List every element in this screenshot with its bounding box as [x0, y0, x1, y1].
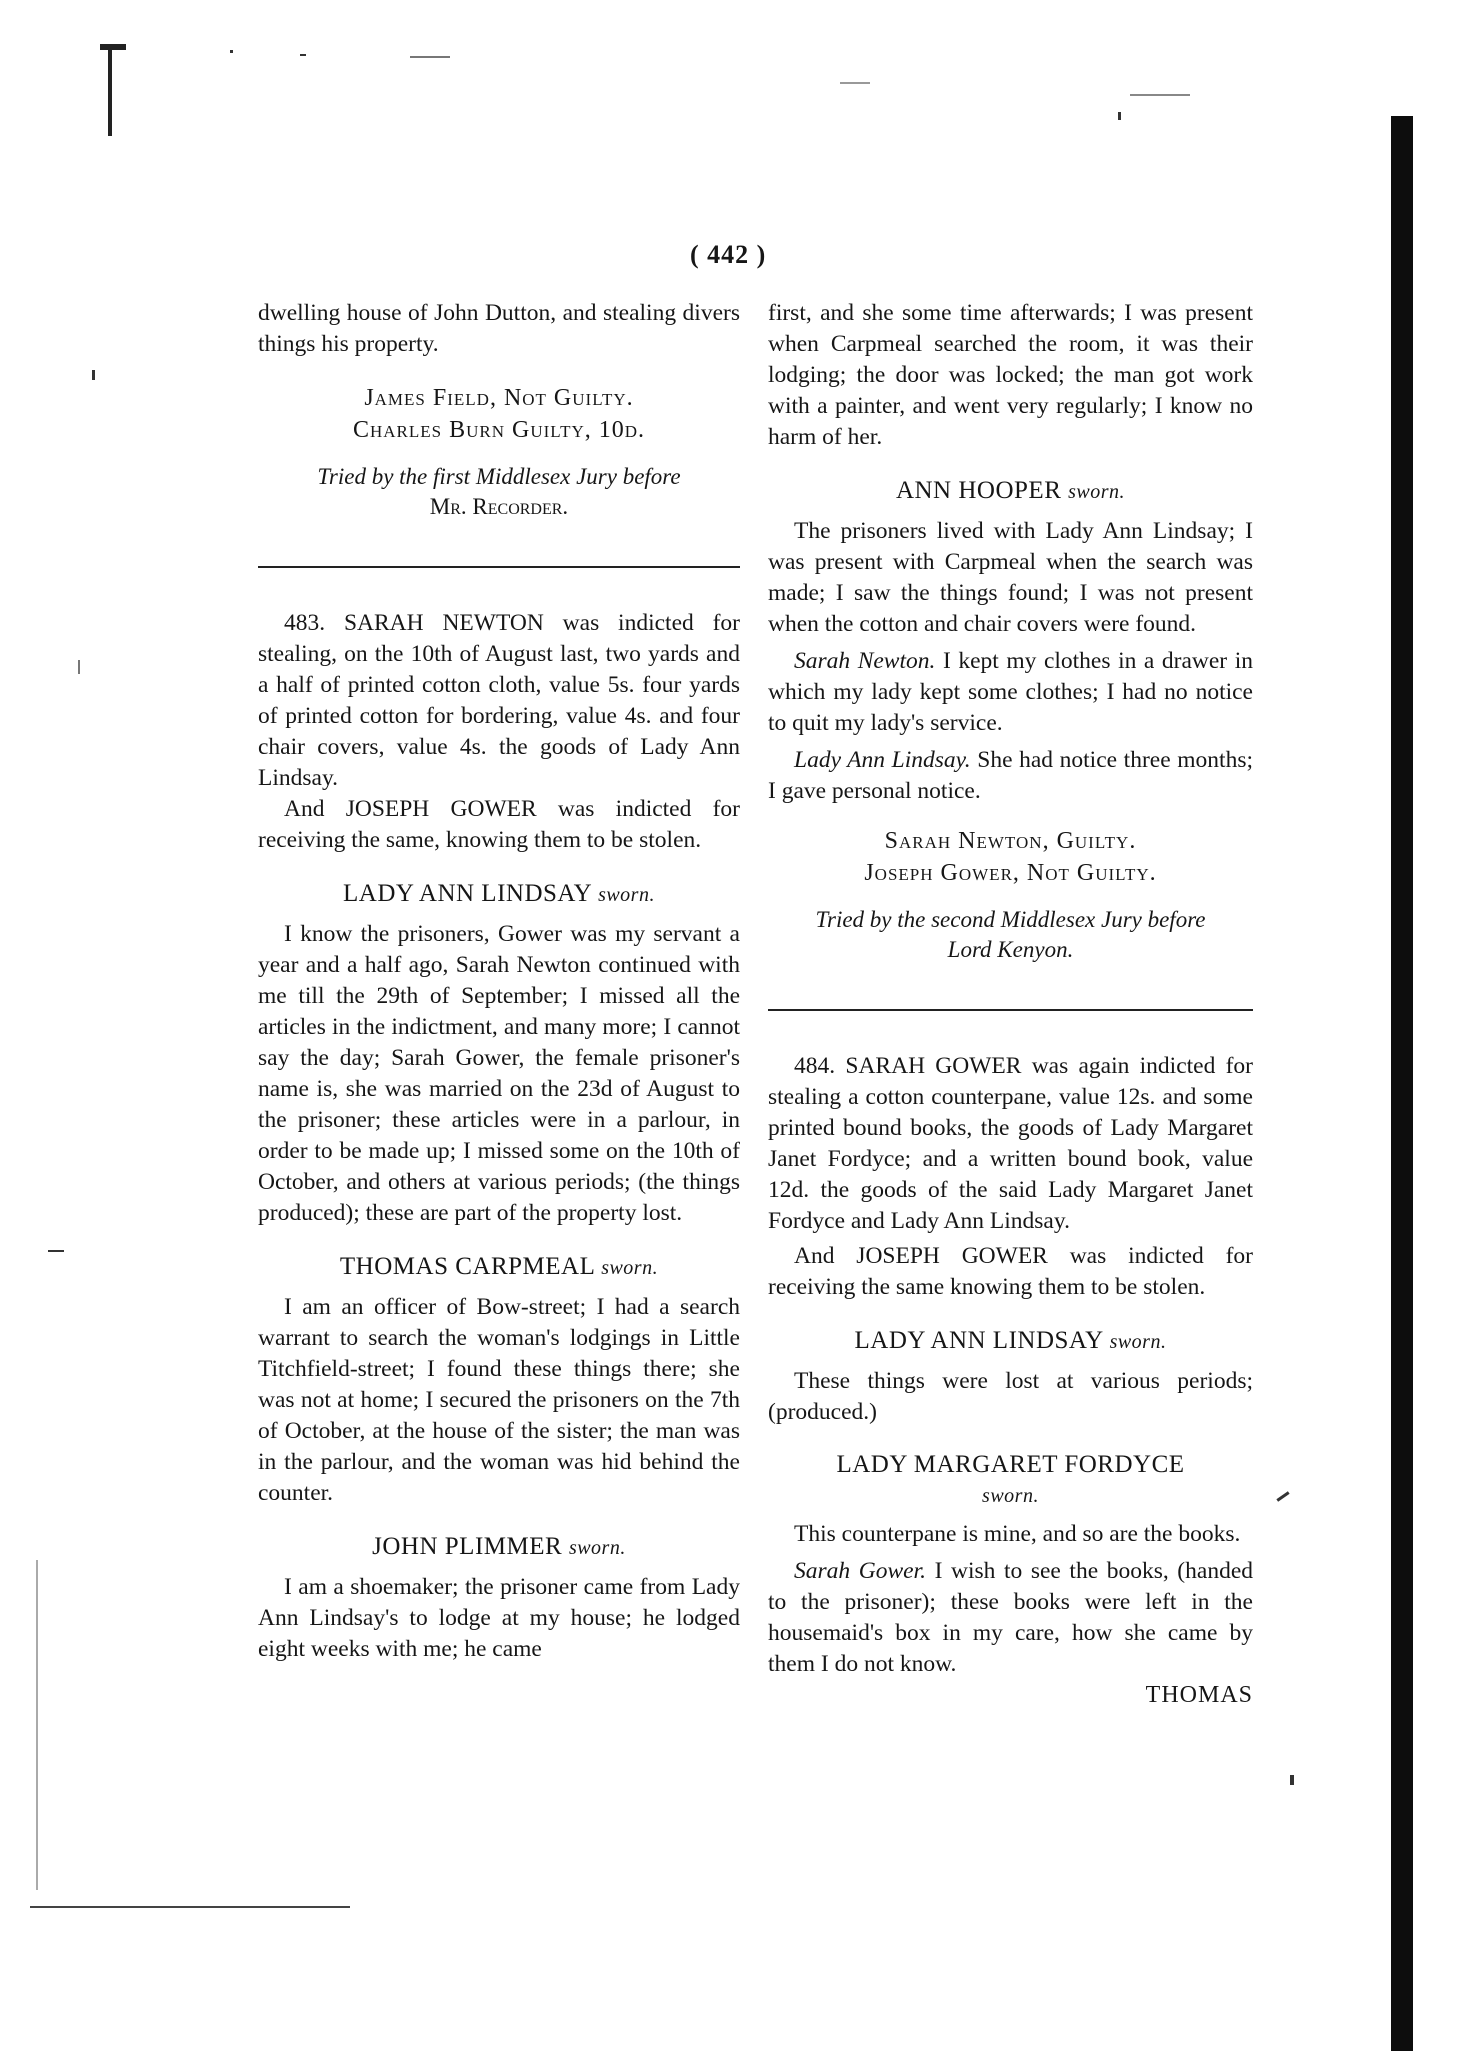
trial-line: Tried by the second Middlesex Jury before — [815, 907, 1206, 932]
trial-line: Tried by the first Middlesex Jury before — [317, 464, 681, 489]
testimony-text: This counterpane is mine, and so are the books. — [794, 1521, 1241, 1547]
verdict-line: Joseph Gower, Not Guilty. — [864, 860, 1157, 886]
witness-heading — [768, 475, 1253, 508]
scan-speck — [36, 1560, 38, 1890]
catchword: THOMAS — [1145, 1682, 1253, 1708]
trial-line: Lord Kenyon. — [947, 937, 1074, 962]
statement-speaker: Sarah Newton. — [794, 648, 936, 674]
indictment-text: And JOSEPH GOWER was indicted for receiving the same, knowing them to be stolen. — [258, 796, 740, 853]
witness-name: LADY ANN LINDSAY — [343, 880, 592, 907]
sworn-label: sworn. — [1109, 1331, 1167, 1353]
scan-speck — [1118, 112, 1121, 120]
section-divider — [768, 1009, 1253, 1011]
scan-speck — [92, 370, 95, 380]
witness-heading — [258, 878, 740, 911]
trial-note — [258, 462, 740, 522]
scan-speck — [1290, 1775, 1294, 1785]
section-divider — [258, 566, 740, 568]
sworn-label: sworn. — [598, 884, 655, 906]
scan-edge-mark — [100, 44, 126, 50]
witness-name: LADY MARGARET FORDYCE — [836, 1451, 1185, 1478]
verdict-line: James Field, Not Guilty. — [364, 385, 634, 411]
page-number: ( 442 ) — [690, 240, 767, 269]
witness-name: JOHN PLIMMER — [372, 1533, 563, 1560]
sworn-label: sworn. — [982, 1485, 1039, 1507]
right-column — [768, 298, 1253, 1711]
indictment-text: 484. SARAH GOWER was again indicted for stealing a cotton counterpane, value 12s. and some printed bound books, the goods of Lady Margaret Janet Fordyce; and a written bound book, value 12d. the goods of the said Lady Margaret Janet Fordyce and Lady Ann Lindsay. — [768, 1053, 1253, 1234]
witness-name: THOMAS CARPMEAL — [339, 1253, 595, 1280]
continuation-text: dwelling house of John Dutton, and stealing divers things his property. — [258, 300, 740, 357]
scan-speck — [48, 1250, 64, 1252]
statement-body: I kept my clothes in a drawer in which my lady kept some clothes; I had no notice to quit my lady's service. — [768, 648, 1253, 736]
statement-speaker: Sarah Gower. — [794, 1558, 926, 1584]
scan-speck — [230, 50, 233, 53]
statement-body: I wish to see the books, (handed to the prisoner); these books were left in the housemaid's box in my care, how she came by them I do not know. — [768, 1558, 1253, 1677]
trial-note — [768, 905, 1253, 965]
scan-edge-mark — [108, 46, 112, 136]
testimony-text: I know the prisoners, Gower was my servant a year and a half ago, Sarah Newton continued with me till the 29th of September; I missed all the articles in the indictment, and many more; I cannot say the day; Sarah Gower, the female prisoner's name is, she was married on the 23d of August to the prisoner; these articles were in a parlour, in order to be made up; I missed some on the 10th of October, and others at various periods; (the things produced); these are part of the property lost. — [258, 921, 740, 1226]
sworn-label: sworn. — [1068, 481, 1126, 503]
witness-heading — [258, 1531, 740, 1564]
sworn-label: sworn. — [601, 1257, 659, 1279]
indictment-text: And JOSEPH GOWER was indicted for receiving the same knowing them to be stolen. — [768, 1243, 1253, 1300]
witness-heading — [258, 1251, 740, 1284]
testimony-text: I am an officer of Bow-street; I had a search warrant to search the woman's lodgings in Little Titchfield-street; I found these things there; she was not at home; I secured the prisoners on the 7th of October, at the house of the sister; the man was in the parlour, and the woman was hid behind the counter. — [258, 1294, 740, 1506]
witness-heading — [768, 1450, 1253, 1511]
scan-speck — [78, 660, 80, 674]
statement-text — [768, 646, 1253, 739]
indictment-text: 483. SARAH NEWTON was indicted for stealing, on the 10th of August last, two yards and a half of printed cotton cloth, value 5s. four yards of printed cotton for bordering, value 4s. and four chair covers, value 4s. the goods of Lady Ann Lindsay. — [258, 610, 740, 791]
testimony-text: The prisoners lived with Lady Ann Lindsay; I was present with Carpmeal when the search was made; I saw the things found; I was not present when the cotton and chair covers were found. — [768, 518, 1253, 637]
scan-speck — [1276, 1491, 1289, 1501]
scan-binding-shadow — [1391, 116, 1413, 2051]
trial-line: Mr. Recorder. — [429, 494, 569, 519]
scan-speck — [30, 1906, 350, 1908]
scan-speck — [1130, 94, 1190, 96]
testimony-text: These things were lost at various periods; (produced.) — [768, 1368, 1253, 1425]
verdict-line: Charles Burn Guilty, 10d. — [352, 417, 646, 443]
witness-name: LADY ANN LINDSAY — [854, 1327, 1103, 1354]
scan-speck — [840, 82, 870, 84]
statement-speaker: Lady Ann Lindsay. — [794, 747, 971, 773]
statement-text — [768, 1556, 1253, 1680]
witness-name: ANN HOOPER — [895, 477, 1062, 504]
scan-speck — [300, 54, 306, 56]
statement-text — [768, 745, 1253, 807]
statement-body: She had notice three months; I gave personal notice. — [768, 747, 1253, 804]
verdict-block — [258, 382, 740, 446]
verdict-line: Sarah Newton, Guilty. — [884, 828, 1137, 854]
continuation-text: first, and she some time afterwards; I was present when Carpmeal searched the room, it was their lodging; the door was locked; the man got work with a painter, and went very regularly; I know no harm of her. — [768, 300, 1253, 450]
sworn-label: sworn. — [568, 1537, 626, 1559]
verdict-block — [768, 825, 1253, 889]
witness-heading — [768, 1325, 1253, 1358]
testimony-text: I am a shoemaker; the prisoner came from Lady Ann Lindsay's to lodge at my house; he lodged eight weeks with me; he came — [258, 1574, 740, 1662]
scan-speck — [410, 56, 450, 58]
left-column — [258, 298, 740, 1665]
